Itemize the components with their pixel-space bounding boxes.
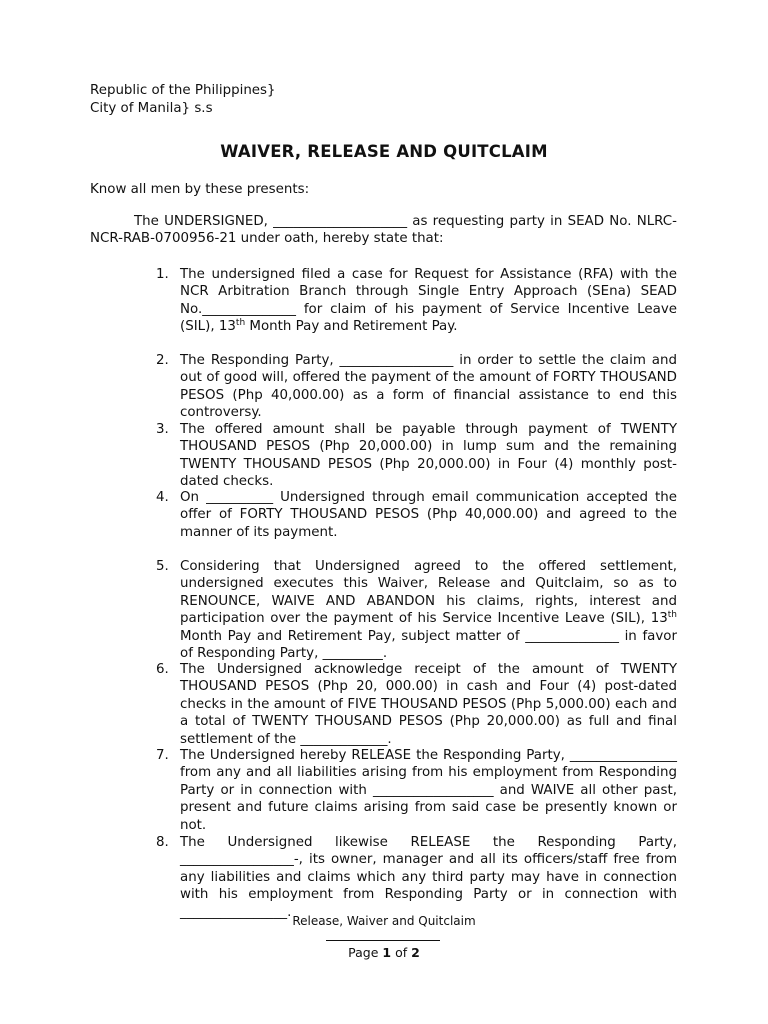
list-item-text [180, 558, 677, 662]
header-jurisdiction-line: Republic of the Philippines} [90, 83, 276, 98]
list-item-number: 2. [156, 353, 169, 368]
list-item [156, 421, 677, 491]
list-item-text-part: Month Pay and Retirement Pay. [245, 319, 458, 335]
list-item [156, 352, 677, 422]
list-item-text: On __________ Undersigned through email communication accepted the offer of FORTY THOUSAND PESOS (Php 40,000.00) and agreed to the manner of its payment. [180, 490, 677, 540]
list-item [156, 266, 677, 336]
header-city-line: City of Manila} s.s [90, 101, 213, 116]
list-item-text-part: Month Pay and Retirement Pay, subject matter of ______________ in favor of Responding Party, _________. [180, 628, 677, 662]
list-item-number: 1. [156, 267, 169, 282]
list-item [156, 558, 677, 662]
page-word: Page [348, 945, 379, 960]
list-item-number: 4. [156, 490, 169, 505]
list-item-number: 6. [156, 662, 169, 677]
list-item-number: 5. [156, 559, 169, 574]
salutation: Know all men by these presents: [90, 182, 310, 197]
superscript: th [667, 610, 677, 621]
list-item-text-part: Considering that Undersigned agreed to the offered settlement, undersigned executes this Waiver, Release and Quitclaim, so as to RENOUNCE, WAIVE AND ABANDON his claims, rights, interest and participation over the payment of his Service Incentive Leave (SIL), 13 [180, 559, 677, 627]
list-item-text-part: The undersigned filed a case for Request for Assistance (RFA) with the NCR Arbitration Branch through Single Entry Approach (SEna) SEAD No.______________ for claim of his payment of Service Incentive Leave (SIL), 13 [180, 267, 677, 335]
list-item-text: The offered amount shall be payable through payment of TWENTY THOUSAND PESOS (Php 20,000.00) in lump sum and the remaining TWENTY THOUSAND PESOS (Php 20,000.00) in Four (4) monthly post-dated checks. [180, 422, 677, 490]
list-item-number: 7. [156, 748, 169, 763]
superscript: th [235, 318, 246, 329]
list-item [156, 834, 677, 921]
footer-divider [326, 940, 440, 941]
document-title: WAIVER, RELEASE AND QUITCLAIM [220, 142, 548, 161]
intro-text: The UNDERSIGNED, ____________________ as requesting party in SEAD No. NLRC-NCR-RAB-0700956-21 under oath, hereby state that: [90, 214, 677, 247]
list-item-text: The Responding Party, _________________ in order to settle the claim and out of good will, offered the payment of the amount of FORTY THOUSAND PESOS (Php 40,000.00) as a form of financial assistance to end this controversy. [180, 353, 677, 421]
list-item-number: 8. [156, 835, 169, 850]
intro-paragraph [90, 213, 677, 248]
list-item-text: The Undersigned hereby RELEASE the Responding Party, ________________ from any and all liabilities arising from his employment from Responding Party or in connection with __________________ and WAIVE all other past, present and future claims arising from said case be presently known or not. [180, 748, 677, 833]
page-total: 2 [411, 945, 420, 960]
footer-document-label: Release, Waiver and Quitclaim [292, 914, 476, 928]
list-item [156, 747, 677, 834]
list-item [156, 661, 677, 748]
list-item-number: 3. [156, 422, 169, 437]
list-item-text: The Undersigned acknowledge receipt of the amount of TWENTY THOUSAND PESOS (Php 20, 000.00) in cash and Four (4) post-dated checks in the amount of FIVE THOUSAND PESOS (Php 5,000.00) each and a total of TWENTY THOUSAND PESOS (Php 20,000.00) as full and final settlement of the _____________. [180, 662, 677, 747]
list-item-text: The Undersigned likewise RELEASE the Responding Party, _________________-, its owner, manager and all its officers/staff free from any liabilities and claims which any third party may have in connection with his employment from Responding Party or in connection with ________________. [180, 835, 677, 920]
page-of-word: of [395, 945, 408, 960]
page-number [0, 944, 768, 961]
list-item [156, 489, 677, 541]
list-item-text [180, 266, 677, 336]
page-current: 1 [382, 945, 392, 960]
